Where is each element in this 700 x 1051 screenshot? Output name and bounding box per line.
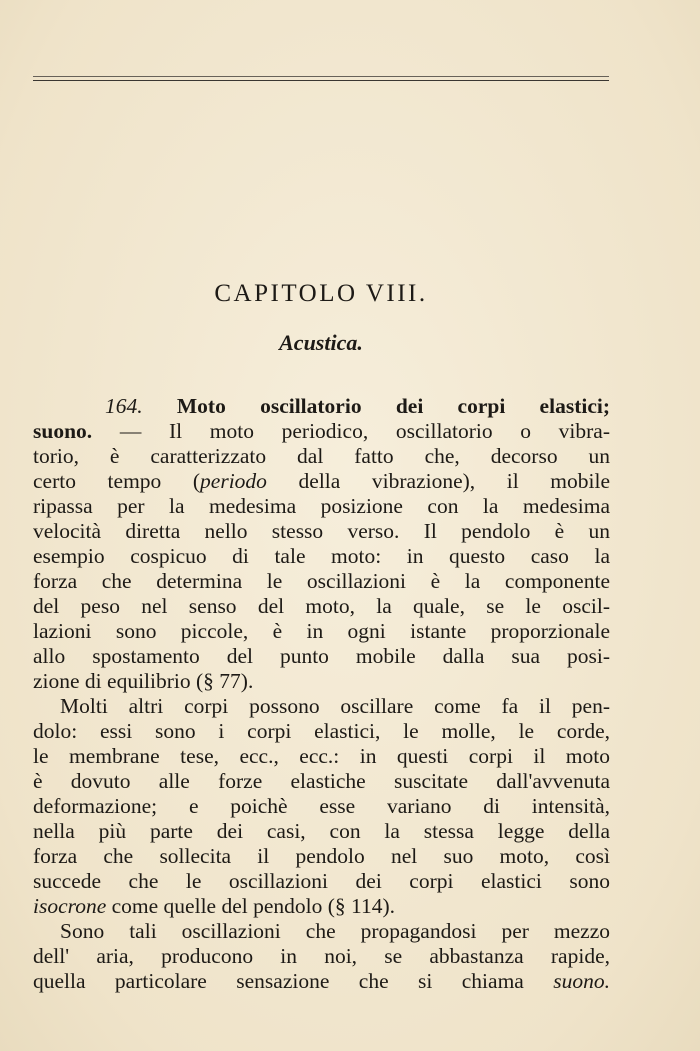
header-rule-top — [33, 76, 609, 77]
text-run: Molti altri corpi possono oscillare come fa il pen- — [60, 694, 610, 718]
text-line — [33, 869, 610, 894]
text-line — [33, 494, 610, 519]
paragraph — [33, 694, 610, 919]
text-line — [33, 794, 610, 819]
text-line — [33, 844, 610, 869]
text-run: allo spostamento del punto mobile dalla sua posi- — [33, 644, 610, 668]
italic-text: 164. — [105, 394, 143, 418]
italic-text: periodo — [200, 469, 267, 493]
text-run: forza che sollecita il pendolo nel suo moto, così — [33, 844, 610, 868]
text-run: forza che determina le oscillazioni è la componente — [33, 569, 610, 593]
bold-text: Moto oscillatorio dei corpi elastici; — [142, 394, 610, 418]
text-run: ripassa per la medesima posizione con la medesima — [33, 494, 610, 518]
text-run: le membrane tese, ecc., ecc.: in questi corpi il moto — [33, 744, 610, 768]
italic-text: suono. — [553, 969, 610, 993]
text-run: deformazione; e poichè esse variano di intensità, — [33, 794, 610, 818]
chapter-title: Acustica. — [279, 330, 363, 355]
text-run: Sono tali oscillazioni che propagandosi per mezzo — [60, 919, 610, 943]
text-run: dell' aria, producono in noi, se abbastanza rapide, — [33, 944, 610, 968]
text-line — [33, 619, 610, 644]
header-rule-bottom — [33, 80, 609, 81]
text-run: — Il moto periodico, oscillatorio o vibra- — [92, 419, 610, 443]
text-run: succede che le oscillazioni dei corpi elastici sono — [33, 869, 610, 893]
chapter-heading: CAPITOLO VIII. — [214, 280, 428, 307]
text-run: certo tempo ( — [33, 469, 201, 493]
text-line — [33, 694, 610, 719]
text-run: come quelle del pendolo (§ 114). — [106, 894, 396, 918]
text-run: quella particolare sensazione che si chiama — [33, 969, 554, 993]
text-run: nella più parte dei casi, con la stessa legge della — [33, 819, 610, 843]
text-run: è dovuto alle forze elastiche suscitate dall'avvenuta — [33, 769, 610, 793]
body-text — [33, 394, 610, 994]
text-line — [33, 394, 610, 419]
text-line — [33, 769, 610, 794]
text-line — [33, 569, 610, 594]
text-run: esempio cospicuo di tale moto: in questo caso la — [33, 544, 610, 568]
italic-text: isocrone — [33, 894, 107, 918]
text-line — [33, 544, 610, 569]
text-line — [33, 669, 610, 694]
bold-text: suono. — [33, 419, 93, 443]
text-line — [33, 444, 610, 469]
text-line — [33, 919, 610, 944]
text-run: zione di equilibrio (§ 77). — [33, 669, 254, 693]
text-line — [33, 819, 610, 844]
text-line — [33, 469, 610, 494]
text-line — [33, 969, 610, 994]
text-run: dolo: essi sono i corpi elastici, le molle, le corde, — [33, 719, 610, 743]
text-run: del peso nel senso del moto, la quale, se le oscil- — [33, 594, 610, 618]
text-line — [33, 944, 610, 969]
text-line — [33, 744, 610, 769]
text-run: della vibrazione), il mobile — [266, 469, 610, 493]
text-line — [33, 519, 610, 544]
text-run: lazioni sono piccole, è in ogni istante proporzionale — [33, 619, 610, 643]
text-run: torio, è caratterizzato dal fatto che, decorso un — [33, 444, 610, 468]
text-line — [33, 594, 610, 619]
text-line — [33, 419, 610, 444]
text-line — [33, 644, 610, 669]
text-line — [33, 894, 610, 919]
text-line — [33, 719, 610, 744]
paragraph — [33, 394, 610, 694]
text-run: velocità diretta nello stesso verso. Il pendolo è un — [33, 519, 610, 543]
paragraph — [33, 919, 610, 994]
